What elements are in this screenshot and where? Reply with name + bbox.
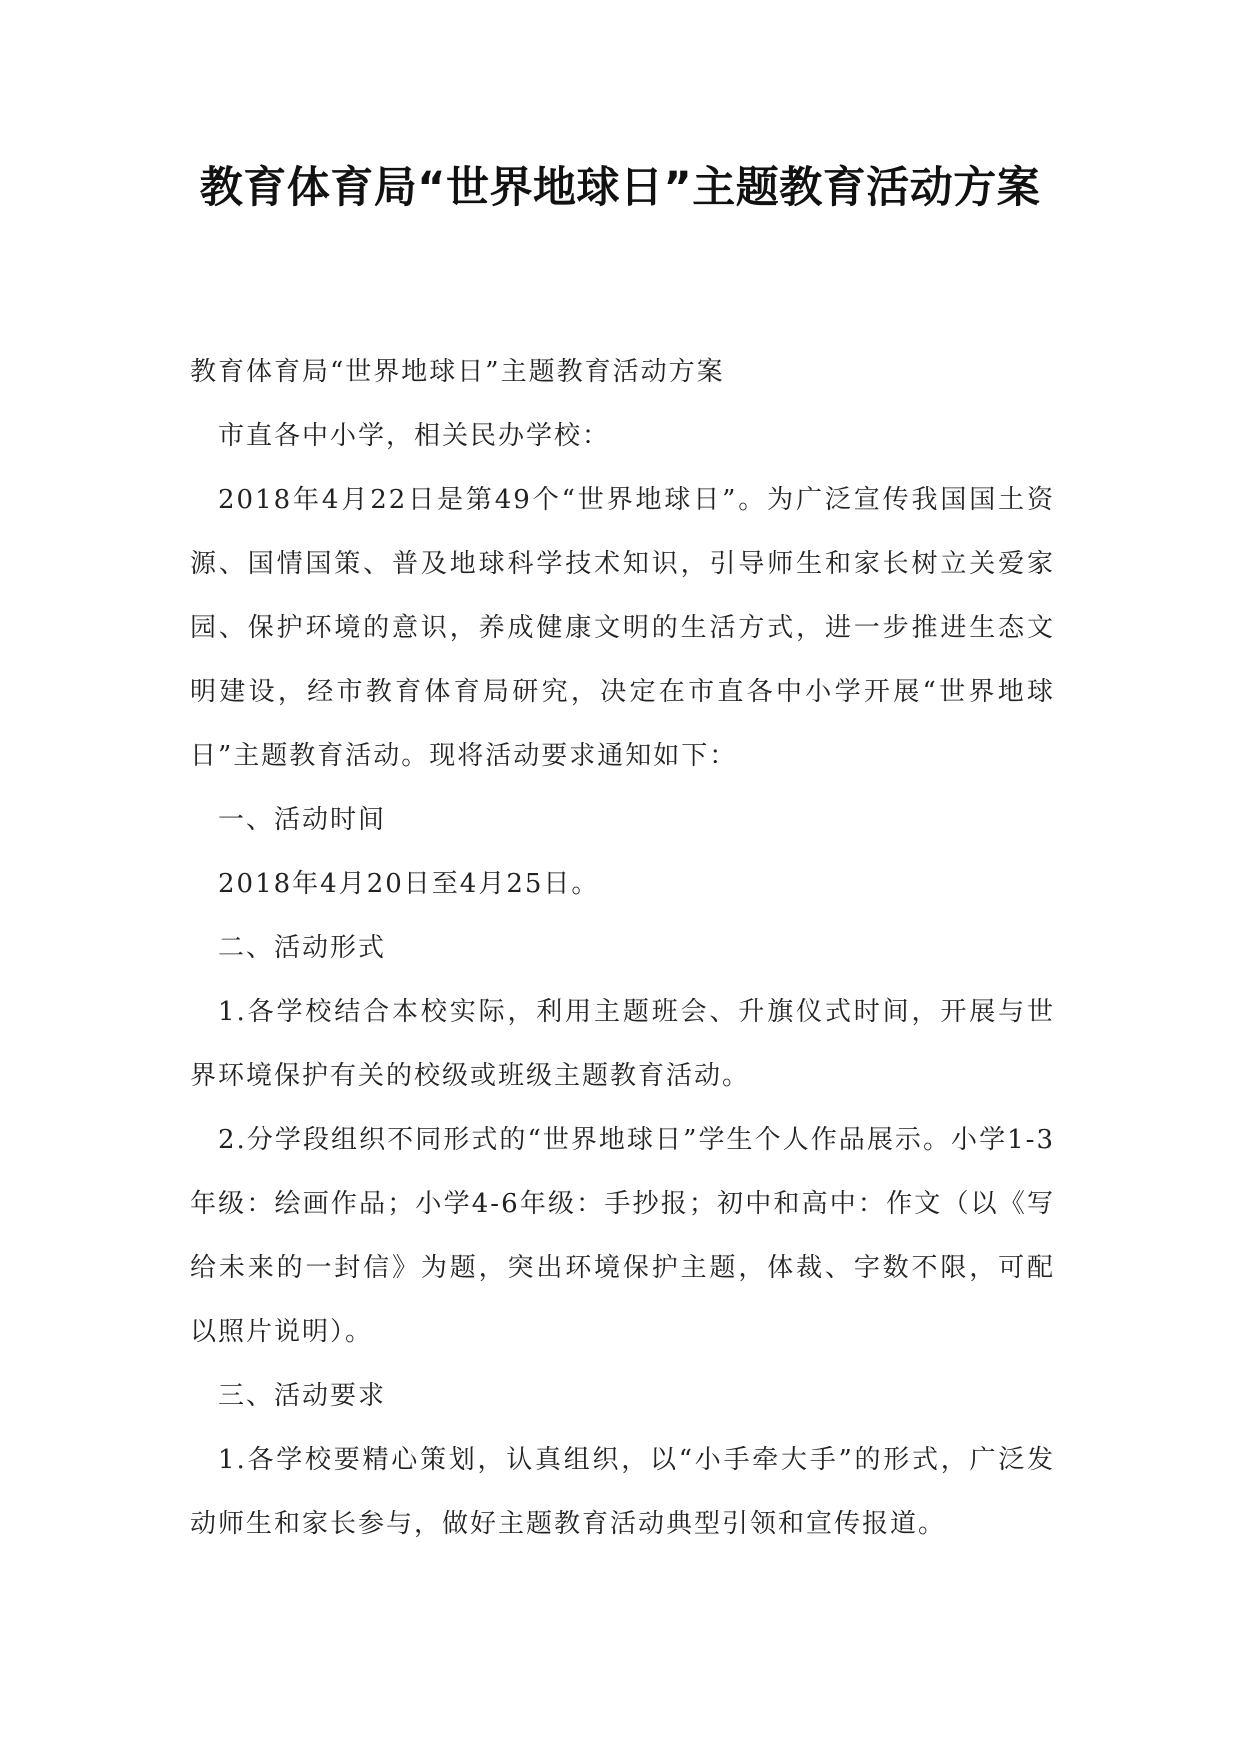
paragraph-requirements-1: 1.各学校要精心策划，认真组织，以“小手牵大手”的形式，广泛发动师生和家长参与，做好主题教育活动典型引领和宣传报道。: [190, 1445, 1055, 1539]
paragraph-introduction: 2018年4月22日是第49个“世界地球日”。为广泛宣传我国国土资源、国情国策、普及地球科学技术知识，引导师生和家长树立关爱家园、保护环境的意识，养成健康文明的生活方式，进一步推进生态文明建设，经市教育体育局研究，决定在市直各中小学开展“世界地球日”主题教育活动。现将活动要求通知如下：: [190, 485, 1055, 771]
document-title: 教育体育局“世界地球日”主题教育活动方案: [199, 163, 1041, 213]
section-heading-time: 一、活动时间: [218, 805, 387, 835]
document-body: [190, 340, 1055, 1556]
paragraph-heading-repeat: 教育体育局“世界地球日”主题教育活动方案: [190, 357, 725, 387]
paragraph-form-1: 1.各学校结合本校实际，利用主题班会、升旗仪式时间，开展与世界环境保护有关的校级或班级主题教育活动。: [190, 997, 1055, 1091]
section-heading-form: 二、活动形式: [218, 933, 387, 963]
paragraph-salutation: 市直各中小学，相关民办学校：: [218, 421, 611, 451]
paragraph-form-2: 2.分学段组织不同形式的“世界地球日”学生个人作品展示。小学1-3年级：绘画作品；小学4-6年级：手抄报；初中和高中：作文（以《写给未来的一封信》为题，突出环境保护主题，体裁、字数不限，可配以照片说明）。: [190, 1125, 1055, 1347]
section-heading-requirements: 三、活动要求: [218, 1381, 387, 1411]
paragraph-time: 2018年4月20日至4月25日。: [218, 869, 600, 899]
